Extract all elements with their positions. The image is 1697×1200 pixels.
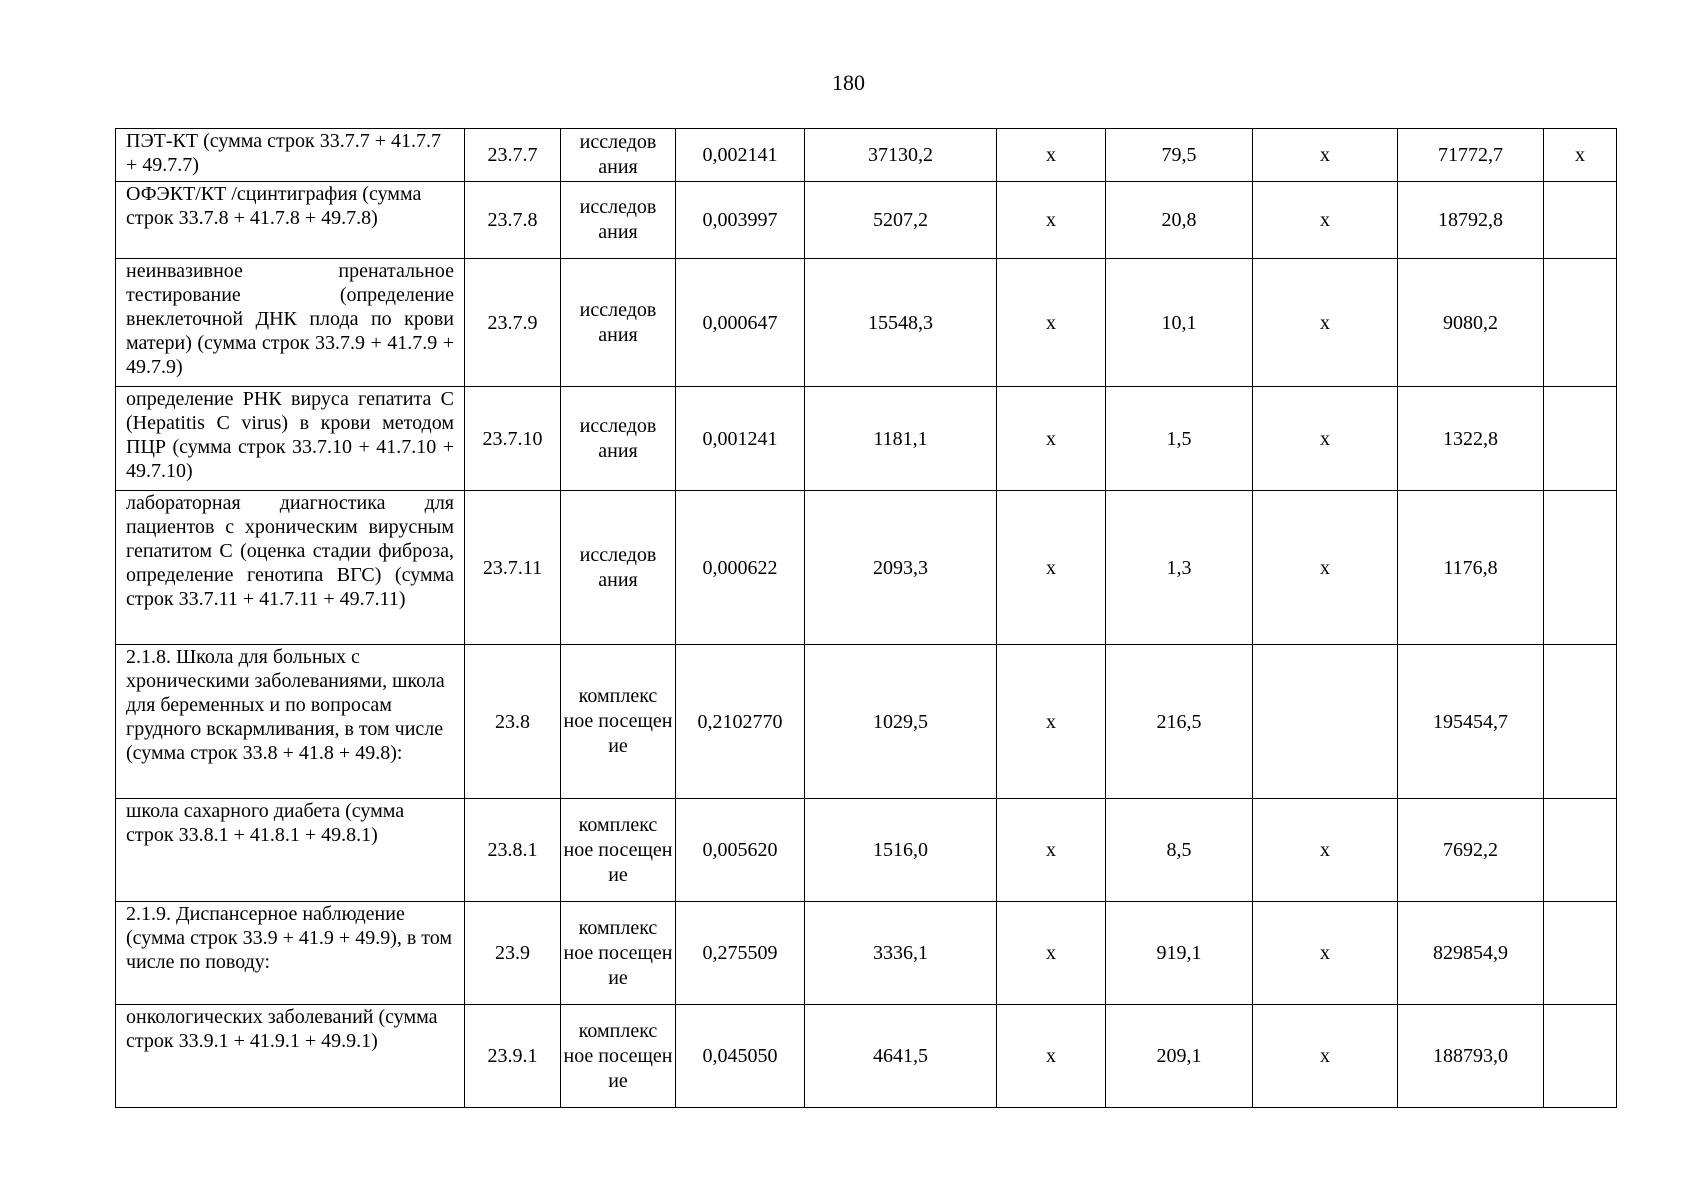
row-unit: комплекс ное посещен ие [561,645,676,799]
row-code: 23.9 [465,902,561,1005]
row-col7: 1,3 [1106,491,1253,645]
row-cost: 1516,0 [805,799,997,902]
page-number: 180 [832,70,865,95]
data-table [115,128,1617,1108]
row-cost: 37130,2 [805,129,997,182]
table-row [116,259,1617,387]
row-code: 23.7.8 [465,182,561,259]
row-col9: 195454,7 [1398,645,1544,799]
row-unit: исследов ания [561,259,676,387]
table-row [116,182,1617,259]
row-name: определение РНК вируса гепатита С (Hepatitis С virus) в крови методом ПЦР (сумма строк 33.7.10 + 41.7.10 + 49.7.10) [116,387,465,491]
row-col6: х [997,491,1106,645]
row-norm: 0,005620 [676,799,805,902]
row-cost: 2093,3 [805,491,997,645]
row-col8: х [1253,387,1398,491]
row-col10 [1544,1005,1617,1108]
row-col10 [1544,491,1617,645]
row-name: школа сахарного диабета (сумма строк 33.8.1 + 41.8.1 + 49.8.1) [116,799,465,902]
row-name: ОФЭКТ/КТ /сцинтиграфия (сумма строк 33.7.8 + 41.7.8 + 49.7.8) [116,182,465,259]
row-col7: 8,5 [1106,799,1253,902]
row-col9: 18792,8 [1398,182,1544,259]
row-col8: х [1253,182,1398,259]
row-col8: х [1253,1005,1398,1108]
row-col7: 216,5 [1106,645,1253,799]
row-col7: 10,1 [1106,259,1253,387]
row-code: 23.8.1 [465,799,561,902]
row-col10: х [1544,129,1617,182]
row-code: 23.7.11 [465,491,561,645]
row-cost: 1181,1 [805,387,997,491]
row-col8: х [1253,799,1398,902]
row-unit: исследов ания [561,182,676,259]
row-name: 2.1.9. Диспансерное наблюдение (сумма строк 33.9 + 41.9 + 49.9), в том числе по поводу: [116,902,465,1005]
row-name: неинвазивное пренатальное тестирование (определение внеклеточной ДНК плода по крови матери) (сумма строк 33.7.9 + 41.7.9 + 49.7.9) [116,259,465,387]
row-col8: х [1253,129,1398,182]
row-norm: 0,003997 [676,182,805,259]
row-col10 [1544,387,1617,491]
row-col6: х [997,645,1106,799]
row-col6: х [997,902,1106,1005]
row-col6: х [997,182,1106,259]
table-row [116,491,1617,645]
row-norm: 0,002141 [676,129,805,182]
row-norm: 0,2102770 [676,645,805,799]
row-cost: 5207,2 [805,182,997,259]
row-code: 23.7.9 [465,259,561,387]
row-code: 23.9.1 [465,1005,561,1108]
row-cost: 15548,3 [805,259,997,387]
row-col10 [1544,259,1617,387]
row-col9: 71772,7 [1398,129,1544,182]
row-col9: 188793,0 [1398,1005,1544,1108]
row-cost: 3336,1 [805,902,997,1005]
row-norm: 0,275509 [676,902,805,1005]
row-col9: 7692,2 [1398,799,1544,902]
row-col8: х [1253,491,1398,645]
row-col6: х [997,799,1106,902]
table-row [116,645,1617,799]
row-col10 [1544,645,1617,799]
row-col8 [1253,645,1398,799]
row-name: 2.1.8. Школа для больных с хроническими заболеваниями, школа для беременных и по вопросам грудного вскармливания, в том числе (сумма строк 33.8 + 41.8 + 49.8): [116,645,465,799]
row-unit: исследов ания [561,129,676,182]
row-norm: 0,000622 [676,491,805,645]
row-code: 23.8 [465,645,561,799]
table-row [116,129,1617,182]
row-unit: комплекс ное посещен ие [561,799,676,902]
row-col10 [1544,902,1617,1005]
row-col6: х [997,387,1106,491]
row-code: 23.7.10 [465,387,561,491]
row-norm: 0,000647 [676,259,805,387]
row-col7: 209,1 [1106,1005,1253,1108]
row-col7: 1,5 [1106,387,1253,491]
row-unit: комплекс ное посещен ие [561,1005,676,1108]
row-col8: х [1253,259,1398,387]
row-col6: х [997,259,1106,387]
row-name: лабораторная диагностика для пациентов с хроническим вирусным гепатитом С (оценка стадии фиброза, определение генотипа ВГС) (сумма строк 33.7.11 + 41.7.11 + 49.7.11) [116,491,465,645]
row-norm: 0,001241 [676,387,805,491]
row-col6: х [997,1005,1106,1108]
table-row [116,1005,1617,1108]
row-col9: 1176,8 [1398,491,1544,645]
row-name: онкологических заболеваний (сумма строк 33.9.1 + 41.9.1 + 49.9.1) [116,1005,465,1108]
row-code: 23.7.7 [465,129,561,182]
row-col10 [1544,182,1617,259]
row-col7: 919,1 [1106,902,1253,1005]
table-row [116,799,1617,902]
row-unit: комплекс ное посещен ие [561,902,676,1005]
table-row [116,387,1617,491]
row-col7: 79,5 [1106,129,1253,182]
row-col6: х [997,129,1106,182]
row-name: ПЭТ-КТ (сумма строк 33.7.7 + 41.7.7 + 49.7.7) [116,129,465,182]
row-cost: 4641,5 [805,1005,997,1108]
row-col10 [1544,799,1617,902]
row-col9: 829854,9 [1398,902,1544,1005]
row-cost: 1029,5 [805,645,997,799]
row-unit: исследов ания [561,491,676,645]
row-col9: 1322,8 [1398,387,1544,491]
row-unit: исследов ания [561,387,676,491]
row-col8: х [1253,902,1398,1005]
row-col7: 20,8 [1106,182,1253,259]
row-norm: 0,045050 [676,1005,805,1108]
row-col9: 9080,2 [1398,259,1544,387]
table-row [116,902,1617,1005]
